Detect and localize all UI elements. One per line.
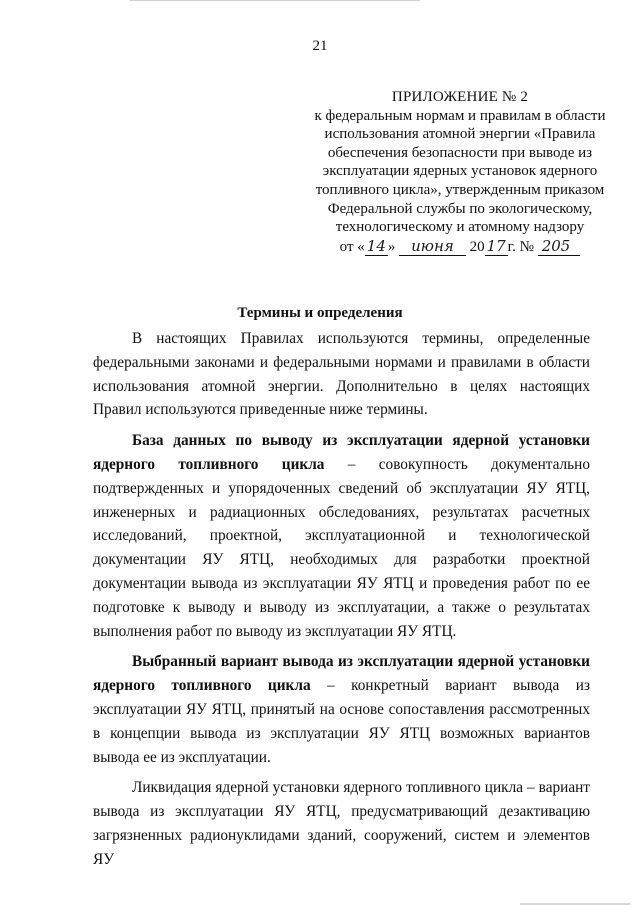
- definition-paragraph-2: [93, 650, 590, 769]
- handwritten-day: 14: [366, 236, 386, 255]
- handwritten-order-number: 205: [538, 237, 581, 256]
- appendix-line: к федеральным нормам и правилам в области: [314, 107, 606, 124]
- document-body: [93, 327, 590, 879]
- appendix-line: технологическому и атомному надзору: [335, 219, 585, 236]
- appendix-title: ПРИЛОЖЕНИЕ № 2: [391, 89, 529, 105]
- appendix-line: топливного цикла», утвержденным приказом: [315, 181, 605, 198]
- handwritten-year: 17: [486, 236, 506, 255]
- defined-term: Выбранный вариант вывода из эксплуатации ядерной установки ядерного топливного цикла: [93, 653, 590, 695]
- intro-paragraph: В настоящих Правилах используются термины, определенные федеральными законами и федеральными нормами и правилами в области использования атомной энергии. Дополнительно в целях настоящих Правил используются приведенные ниже термины.: [93, 330, 590, 419]
- handwritten-month: июня: [399, 237, 466, 256]
- definition-text: – конкретный вариант вывода из эксплуатации ЯУ ЯТЦ, принятый на основе сопоставления рассмотренных в концепции вывода из эксплуатации ЯУ ЯТЦ возможных вариантов вывода ее из эксплуатации.: [93, 677, 590, 766]
- defined-term: База данных по выводу из эксплуатации ядерной установки ядерного топливного цикла: [93, 432, 590, 473]
- order-date-line: [300, 237, 620, 257]
- appendix-line: использования атомной энергии «Правила: [324, 126, 596, 143]
- appendix-block: [300, 88, 620, 256]
- date-sep: »: [387, 238, 400, 255]
- definition-text: – совокупность документально подтвержденных и упорядоченных сведений об эксплуатации ЯУ ЯТЦ, инженерных и радиационных обследованиях, результатах расчетных исследований, проектной, эксплуатационной и технологической документации ЯУ ЯТЦ, необходимых для разработки проектной документации вывода из эксплуатации ЯУ ЯТЦ и проведения работ по ее подготовке к выводу и выводу из эксплуатации, а также о результатах выполнения работ по выводу из эксплуатации ЯУ ЯТЦ.: [93, 455, 590, 640]
- definition-paragraph-3: Ликвидация ядерной установки ядерного топливного цикла – вариант вывода из эксплуатации ЯУ ЯТЦ, предусматривающий дезактивацию загрязненных радионуклидами зданий, сооружений, систем и элементов ЯУ: [93, 779, 590, 868]
- appendix-line: Федеральной службы по экологическому,: [327, 200, 593, 217]
- number-label: г. №: [507, 238, 538, 255]
- page-number: 21: [312, 38, 328, 54]
- appendix-line: эксплуатации ядерных установок ядерного: [322, 163, 598, 180]
- date-prefix: от «: [339, 238, 365, 255]
- definition-paragraph-1: [93, 429, 590, 643]
- scan-edge-line: [130, 0, 420, 1]
- section-heading: Термины и определения: [237, 305, 403, 321]
- appendix-line: обеспечения безопасности при выводе из: [327, 144, 593, 161]
- year-prefix: 20: [465, 238, 485, 255]
